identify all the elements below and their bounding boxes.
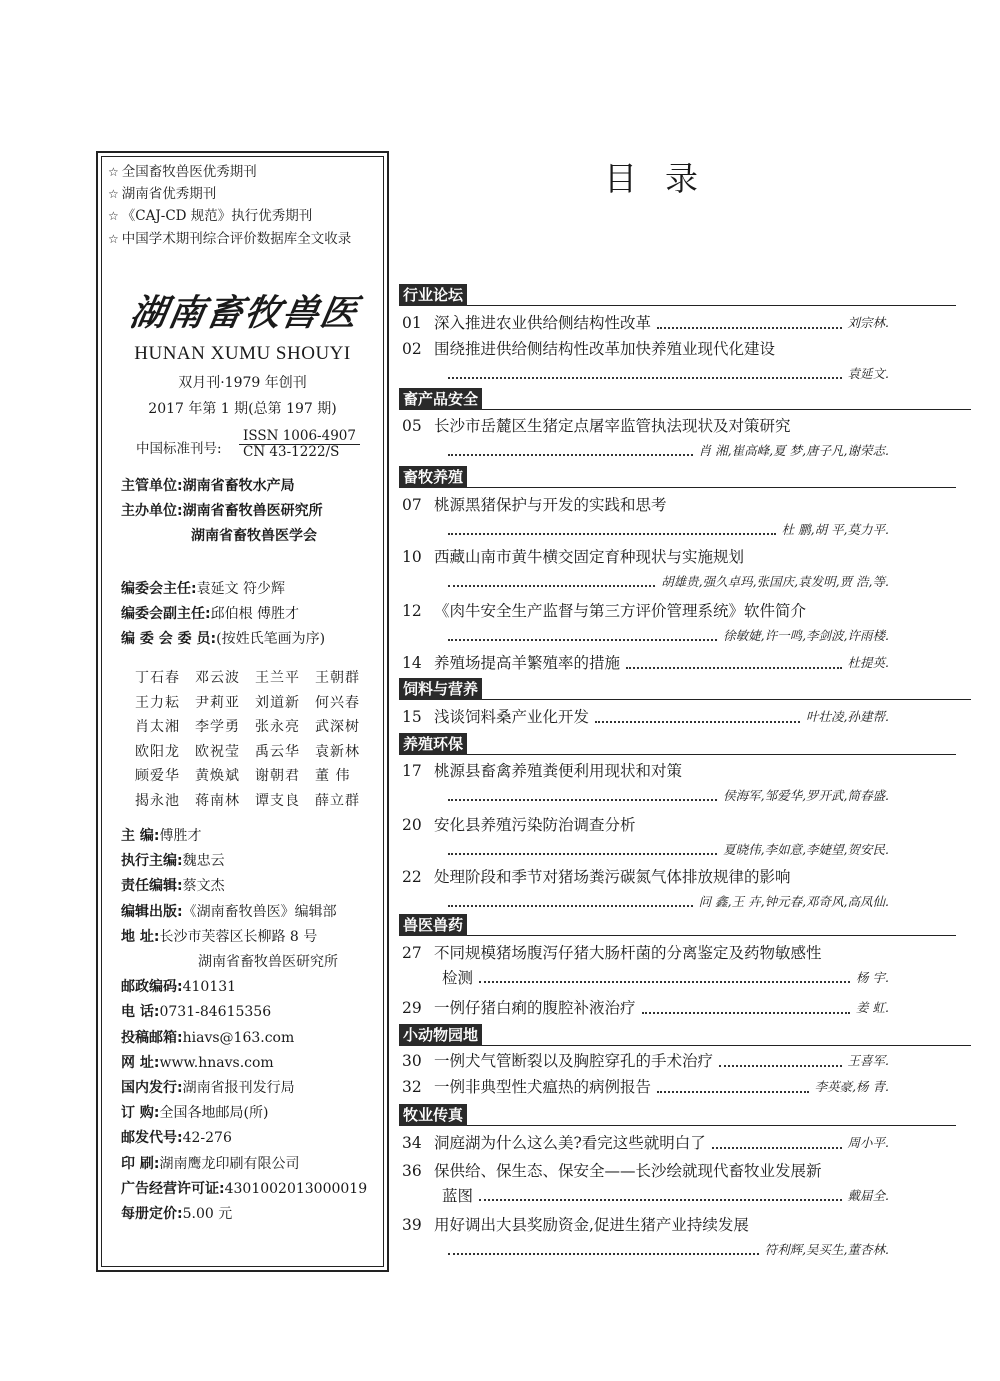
section-header: 兽医兽药 [399, 914, 467, 936]
staff-list [121, 824, 367, 1227]
toc-title: 目录 [604, 159, 726, 198]
toc-entry[interactable] [402, 866, 889, 912]
leader-dots [712, 1146, 842, 1149]
leader-dots [479, 980, 850, 983]
staff-row: 网 址:www.hnavs.com [121, 1054, 274, 1071]
page-number: 36 [402, 1162, 422, 1180]
section-header: 饲料与营养 [399, 678, 482, 700]
section-header: 畜牧养殖 [399, 466, 467, 488]
issn-number: ISSN 1006-4907 [239, 428, 360, 445]
toc-entry[interactable] [402, 814, 889, 860]
article-author: 胡雄贵,强久卓玛,张国庆,袁发明,贾 浩,等. [661, 574, 889, 589]
toc-entry[interactable] [402, 942, 889, 988]
article-title: 安化县养殖污染防治调查分析 [434, 816, 636, 834]
staff-row: 主 编:傅胜才 [121, 828, 202, 844]
staff-row: 广告经营许可证:4301002013000019 [121, 1180, 368, 1197]
toc-entry[interactable] [402, 1076, 889, 1098]
staff-row: 订 购:全国各地邮局(所) [121, 1105, 269, 1122]
toc-entry[interactable] [402, 494, 889, 540]
toc-entry[interactable] [402, 312, 889, 334]
cn-number: CN 43-1222/S [243, 444, 340, 460]
page-number: 07 [402, 496, 422, 514]
honor-item: ☆ 《CAJ-CD 规范》执行优秀期刊 [108, 208, 313, 224]
article-title: 一例非典型性犬瘟热的病例报告 [434, 1078, 652, 1096]
article-author: 侯海军,邹爱华,罗开武,简春盛. [723, 788, 889, 803]
star-icon: ☆ [108, 232, 119, 246]
page-number: 30 [402, 1052, 422, 1070]
page-number: 15 [402, 708, 422, 726]
article-author: 姜 虹. [856, 1000, 889, 1015]
page-number: 17 [402, 762, 422, 780]
staff-row: 责任编辑:蔡文杰 [121, 878, 225, 895]
page-number: 34 [402, 1134, 422, 1152]
staff-row: 邮政编码:410131 [121, 979, 237, 996]
leader-dots [448, 904, 693, 907]
article-author: 叶壮凌,孙建帮. [806, 709, 889, 724]
toc-entry[interactable] [402, 338, 889, 384]
staff-row: 国内发行:湖南省报刊发行局 [121, 1080, 295, 1097]
toc-entry[interactable] [402, 1160, 889, 1206]
board-list: 编委会主任:袁延文 符少辉 编委会副主任:邱伯根 傅胜才 编 委 会 委 员:(按姓氏笔画为序) [121, 581, 326, 647]
leader-dots [448, 852, 717, 855]
article-title: 保供给、保生态、保安全——长沙绘就现代畜牧业发展新 [434, 1162, 822, 1180]
article-author: 戴届全. [847, 1188, 889, 1203]
leader-dots [626, 666, 842, 669]
staff-row: 印 刷:湖南鹰龙印刷有限公司 [121, 1155, 300, 1172]
section-header: 畜产品安全 [399, 388, 482, 410]
section-header: 牧业传真 [399, 1104, 467, 1126]
toc-entry[interactable] [402, 600, 889, 646]
staff-row: 地 址:长沙市芙蓉区长柳路 8 号 [121, 928, 318, 945]
article-author: 问 鑫,王 卉,钟元春,邓奇风,高凤仙. [698, 894, 889, 909]
staff-row: 每册定价:5.00 元 [121, 1206, 233, 1223]
article-title: 不同规模猪场腹泻仔猪大肠杆菌的分离鉴定及药物敏感性 [434, 944, 822, 962]
article-title: 西藏山南市黄牛横交固定育种现状与实施规划 [434, 548, 745, 566]
article-title: 长沙市岳麓区生猪定点屠宰监管执法现状及对策研究 [434, 417, 791, 435]
leader-dots [657, 1090, 809, 1093]
issn-label: 中国标准刊号: [136, 441, 222, 457]
page-number: 22 [402, 868, 422, 886]
article-title: 用好调出大县奖励资金,促进生猪产业持续发展 [434, 1216, 749, 1234]
leader-dots [448, 532, 776, 535]
article-title: 洞庭湖为什么这么美?看完这些就明白了 [434, 1134, 706, 1152]
page-number: 27 [402, 944, 422, 962]
page-number: 29 [402, 999, 422, 1017]
article-title: 浅谈饲料桑产业化开发 [434, 708, 590, 726]
journal-issue: 2017 年第 1 期(总第 197 期) [148, 401, 337, 417]
article-author: 刘宗林. [847, 315, 889, 330]
leader-dots [657, 326, 842, 329]
page-number: 02 [402, 340, 422, 358]
page-number: 32 [402, 1078, 422, 1096]
leader-dots [595, 720, 800, 723]
board-members: 丁石春 邓云波 王兰平 王朝群 王力耘 尹莉亚 刘道新 何兴春 肖太湘 李学勇 张永亮 武深树 欧阳龙 欧祝莹 禹云华 袁新林 顾爱华 黄焕斌 谢朝君 董 伟 揭永池 蒋南林 谭支良 薛立群 [135, 670, 360, 809]
article-title: 深入推进农业供给侧结构性改革 [434, 314, 652, 332]
leader-dots [448, 584, 655, 587]
staff-row: 湖南省畜牧兽医研究所 [198, 954, 338, 971]
article-author: 夏晓伟,李如意,李婕望,贺安民. [723, 842, 889, 857]
leader-dots [642, 1011, 851, 1014]
leader-dots [448, 376, 842, 379]
article-title-cont: 蓝图 [442, 1187, 474, 1205]
star-icon: ☆ [108, 187, 119, 201]
star-icon: ☆ [108, 209, 119, 223]
article-author: 杜 鹏,胡 平,莫力平. [781, 522, 889, 537]
article-title: 桃源黑猪保护与开发的实践和思考 [434, 496, 667, 514]
star-icon: ☆ [108, 165, 119, 179]
page-number: 20 [402, 816, 422, 834]
toc-entry[interactable] [402, 706, 889, 728]
toc-entry[interactable] [402, 760, 889, 806]
article-author: 徐敏婕,许一鸣,李剑波,许雨楼. [723, 628, 889, 643]
toc-entry[interactable] [402, 1132, 889, 1154]
staff-row: 电 话:0731-84615356 [121, 1004, 272, 1021]
staff-row: 执行主编:魏忠云 [121, 853, 225, 870]
page-number: 39 [402, 1216, 422, 1234]
article-author: 袁延文. [847, 366, 889, 381]
page-number: 01 [402, 314, 422, 332]
toc-entry[interactable] [402, 652, 889, 674]
leader-dots [448, 638, 717, 641]
staff-row: 投稿邮箱:hiavs@163.com [121, 1029, 295, 1046]
article-author: 杨 宇. [856, 970, 889, 985]
toc-entry[interactable] [402, 1214, 889, 1260]
leader-dots [479, 1198, 842, 1201]
leader-dots [448, 1252, 759, 1255]
org-list: 主管单位:湖南省畜牧水产局 主办单位:湖南省畜牧兽医研究所 湖南省畜牧兽医学会 [121, 478, 323, 544]
article-title: 围绕推进供给侧结构性改革加快养殖业现代化建设 [434, 340, 776, 358]
section-header: 养殖环保 [399, 733, 467, 755]
article-title: 处理阶段和季节对猪场粪污碳氮气体排放规律的影响 [434, 868, 791, 886]
toc-entry[interactable] [402, 997, 889, 1019]
article-title: 一例犬气管断裂以及胸腔穿孔的手术治疗 [434, 1052, 714, 1070]
staff-row: 编辑出版:《湖南畜牧兽医》编辑部 [121, 903, 337, 920]
article-title: 桃源县畜禽养殖粪便利用现状和对策 [434, 762, 683, 780]
section-header: 小动物园地 [399, 1024, 482, 1046]
honor-item: ☆ 湖南省优秀期刊 [108, 186, 217, 202]
journal-logo: 湖南畜牧兽医 [126, 292, 363, 334]
article-author: 李英豪,杨 青. [814, 1079, 889, 1094]
article-title: 一例仔猪白痢的腹腔补液治疗 [434, 999, 636, 1017]
article-title: 养殖场提高羊繁殖率的措施 [434, 654, 621, 672]
leader-dots [448, 453, 693, 456]
staff-row: 邮发代号:42-276 [121, 1130, 232, 1147]
article-author: 周小平. [847, 1135, 889, 1150]
page-number: 12 [402, 602, 422, 620]
section-header: 行业论坛 [399, 284, 467, 306]
toc-entry[interactable] [402, 1050, 889, 1072]
journal-frequency: 双月刊·1979 年创刊 [178, 375, 307, 391]
article-title: 《肉牛安全生产监督与第三方评价管理系统》软件简介 [434, 602, 807, 620]
page-number: 05 [402, 417, 422, 435]
article-author: 杜提英. [847, 655, 889, 670]
article-author: 王喜军. [847, 1053, 889, 1068]
article-author: 肖 湘,崔高峰,夏 梦,唐子凡,谢荣志. [698, 443, 889, 458]
leader-dots [719, 1064, 842, 1067]
honor-item: ☆ 全国畜牧兽医优秀期刊 [108, 164, 257, 180]
page-number: 10 [402, 548, 422, 566]
page-number: 14 [402, 654, 422, 672]
article-author: 符利辉,吴买生,董杏林. [764, 1242, 889, 1257]
journal-pinyin: HUNAN XUMU SHOUYI [134, 343, 351, 364]
toc-entry[interactable] [402, 546, 889, 592]
article-title-cont: 检测 [442, 969, 474, 987]
honor-item: ☆ 中国学术期刊综合评价数据库全文收录 [108, 231, 352, 247]
toc-entry[interactable] [402, 415, 889, 461]
leader-dots [448, 798, 717, 801]
